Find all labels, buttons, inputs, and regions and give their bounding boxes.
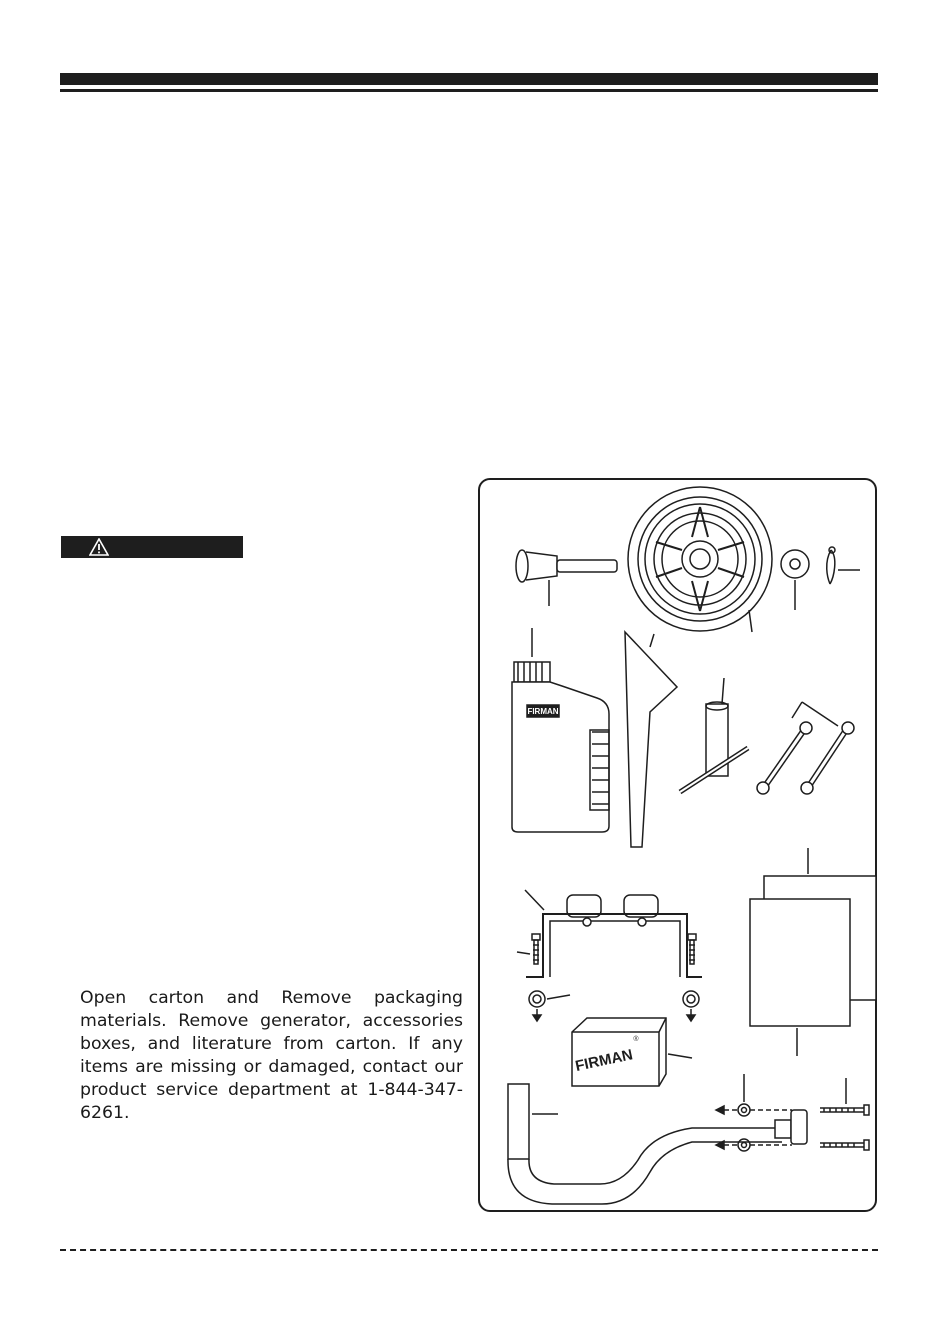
unpacking-instructions: Open carton and Remove packaging materials. Remove generator, accessories boxes, and literature from carton. If any items are missing or damaged, contact our product service department at 1-844-347-6261. [80, 988, 463, 1123]
parts-panel [478, 478, 877, 1212]
washer [781, 550, 809, 610]
oil-bottle [512, 628, 609, 832]
wheel [628, 487, 772, 632]
funnel [625, 632, 677, 847]
battery-box-label: FIRMAN [573, 1046, 635, 1075]
spark-plug-wrench [680, 678, 748, 792]
battery-box [572, 1018, 692, 1086]
axle-pin [516, 550, 617, 606]
manuals [750, 848, 876, 1056]
warning-triangle-icon [89, 538, 109, 556]
support-bracket [517, 890, 702, 1021]
header-rule-thick [60, 73, 878, 85]
parts-illustration [480, 480, 879, 1214]
battery-box-registered-mark: ® [633, 1036, 639, 1043]
open-end-wrenches [757, 702, 854, 794]
header-rule-thin [60, 89, 878, 92]
warning-banner [61, 536, 243, 558]
footer-rule-dashed [60, 1249, 878, 1251]
oil-bottle-label: FIRMAN [527, 707, 559, 716]
cotter-pin [827, 547, 860, 584]
handle [508, 1074, 869, 1204]
